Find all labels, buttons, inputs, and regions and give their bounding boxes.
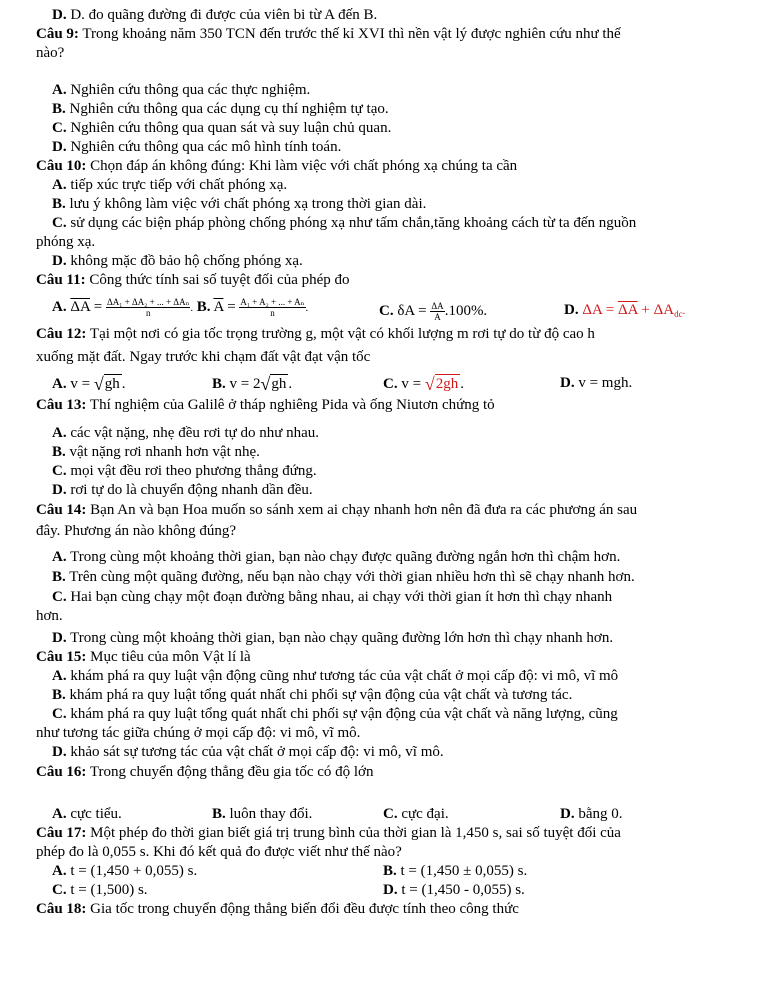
q11-option-c: C. δA = $\frac{\Delta A}{A}$ .100%. — [379, 301, 488, 322]
q11-option-d: D. $\Delta A = \overline{\Delta A} + \Delta A_{dc}$. — [564, 302, 686, 319]
q12-option-b: B. v = 2√gh . — [212, 374, 293, 394]
q17-option-d: D. t = (1,450 - 0,055) s. — [383, 882, 525, 898]
q14-stem: Câu 14: Bạn An và bạn Hoa muốn so sánh xem ai chạy nhanh hơn nên đã đưa ra các phương án sau — [36, 502, 638, 518]
q12-option-c: C. v = √2gh . — [383, 374, 464, 394]
q11-option-b: B. $\overline{A}$ = $\frac{\text{A₁ + A₂ + ... + Aₙ}}{n}$ . — [196, 297, 309, 319]
q16-option-b: B. luôn thay đổi. — [212, 806, 313, 822]
q13-stem: Câu 13: Thí nghiệm của Galilê ở tháp nghiêng Pida và ống Niutơn chứng tỏ — [36, 397, 495, 413]
q17-option-b: B. t = (1,450 ± 0,055) s. — [383, 863, 528, 879]
q17-option-a: A. t = (1,450 + 0,055) s. — [52, 863, 198, 879]
q12-option-d: D. v = mgh. — [560, 375, 633, 391]
q14-option-c: C. Hai bạn cùng chạy một đoạn đường bằng nhau, ai chạy với thời gian ít hơn thì chạy nhanh — [52, 589, 613, 605]
q16-stem: Câu 16: Trong chuyển động thẳng đều gia tốc có độ lớn — [36, 764, 374, 780]
q17-stem: Câu 17: Một phép đo thời gian biết giá trị trung bình của thời gian là 1,450 s, sai số tuyệt đối của — [36, 825, 621, 841]
q9-stem-cont: nào? — [36, 45, 65, 61]
q16-option-c: C. cực đại. — [383, 806, 449, 822]
q10-option-b: B. lưu ý không làm việc với chất phóng xạ trong thời gian dài. — [52, 196, 427, 212]
text: D. đo quãng đường đi được của viên bi từ A đến B. — [70, 7, 378, 23]
q11-stem: Câu 11: Công thức tính sai số tuyệt đối của phép đo — [36, 272, 350, 288]
q18-stem: Câu 18: Gia tốc trong chuyển động thẳng biến đổi đều được tính theo công thức — [36, 901, 519, 917]
q15-option-d: D. khảo sát sự tương tác của vật chất ở mọi cấp độ: vi mô, vĩ mô. — [52, 744, 444, 760]
q16-option-a: A. cực tiểu. — [52, 806, 122, 822]
q12-option-a: A. v = √gh . — [52, 374, 126, 394]
fraction: $\frac{\Delta A}{A}$ — [431, 301, 444, 322]
q12-stem: Câu 12: Tại một nơi có gia tốc trọng trường g, một vật có khối lượng m rơi tự do từ độ cao h — [36, 326, 595, 342]
q10-option-c-cont: phóng xạ. — [36, 234, 96, 250]
q14-option-b: B. Trên cùng một quãng đường, nếu bạn nào chạy với thời gian nhiều hơn thì sẽ chạy nhanh hơn. — [52, 569, 635, 585]
q13-option-c: C. mọi vật đều rơi theo phương thẳng đứng. — [52, 463, 317, 479]
q13-option-a: A. các vật nặng, nhẹ đều rơi tự do như nhau. — [52, 425, 320, 441]
q14-option-d: D. Trong cùng một khoảng thời gian, bạn nào chạy quãng đường lớn hơn thì chạy nhanh hơn. — [52, 630, 614, 646]
q13-option-d: D. rơi tự do là chuyển động nhanh dần đều. — [52, 482, 313, 498]
q15-stem: Câu 15: Mục tiêu của môn Vật lí là — [36, 649, 251, 665]
q13-option-b: B. vật nặng rơi nhanh hơn vật nhẹ. — [52, 444, 260, 460]
q11-options — [52, 294, 308, 322]
q17-option-c: C. t = (1,500) s. — [52, 882, 148, 898]
q10-stem: Câu 10: Chọn đáp án không đúng: Khi làm việc với chất phóng xạ chúng ta cần — [36, 158, 518, 174]
q14-option-c-cont: hơn. — [36, 608, 63, 624]
q14-option-a: A. Trong cùng một khoảng thời gian, bạn nào chạy được quãng đường ngắn hơn thì chậm hơn. — [52, 549, 621, 565]
q9-option-a: A. Nghiên cứu thông qua các thực nghiệm. — [52, 82, 311, 98]
q8-option-d: D. D. đo quãng đường đi được của viên bi từ A đến B. — [52, 7, 378, 23]
q16-option-d: D. bằng 0. — [560, 806, 623, 822]
q12-stem-cont: xuống mặt đất. Ngay trước khi chạm đất vật đạt vận tốc — [36, 349, 371, 365]
q9-option-d: D. Nghiên cứu thông qua các mô hình tính toán. — [52, 139, 342, 155]
q11-option-a: A. $\overline{\Delta A}$ = $\frac{\text{ΔA₁ + ΔA₂ + ... + ΔAₙ}}{n}$ . — [52, 297, 193, 319]
q10-option-d: D. không mặc đồ bảo hộ chống phóng xạ. — [52, 253, 303, 269]
fraction: $\frac{\text{ΔA₁ + ΔA₂ + ... + ΔAₙ}}{n}$ — [106, 297, 190, 319]
q15-option-c: C. khám phá ra quy luật tổng quát nhất chi phối sự vận động của vật chất và năng lượng, cũng — [52, 706, 618, 722]
q9-stem: Câu 9: Trong khoảng năm 350 TCN đến trước thế kỉ XVI thì nền vật lý được nghiên cứu như thế — [36, 26, 621, 42]
q14-stem-cont: đây. Phương án nào không đúng? — [36, 523, 237, 539]
q9-option-b: B. Nghiên cứu thông qua các dụng cụ thí nghiệm tự tạo. — [52, 101, 389, 117]
q9-option-c: C. Nghiên cứu thông qua quan sát và suy luận chủ quan. — [52, 120, 392, 136]
q15-option-a: A. khám phá ra quy luật vận động cũng như tương tác của vật chất ở mọi cấp độ: vi mô, vĩ mô — [52, 668, 619, 684]
fraction: $\frac{\text{A₁ + A₂ + ... + Aₙ}}{n}$ — [240, 297, 305, 319]
q17-stem-cont: phép đo là 0,055 s. Khi đó kết quả đo được viết như thế nào? — [36, 844, 402, 860]
q10-option-a: A. tiếp xúc trực tiếp với chất phóng xạ. — [52, 177, 288, 193]
q15-option-c-cont: như tương tác giữa chúng ở mọi cấp độ: vi mô, vĩ mô. — [36, 725, 361, 741]
q15-option-b: B. khám phá ra quy luật tổng quát nhất chi phối sự vận động của vật chất và tương tác. — [52, 687, 573, 703]
q10-option-c: C. sử dụng các biện pháp phòng chống phóng xạ như tấm chắn,tăng khoảng cách từ ta đến nguồn — [52, 215, 637, 231]
